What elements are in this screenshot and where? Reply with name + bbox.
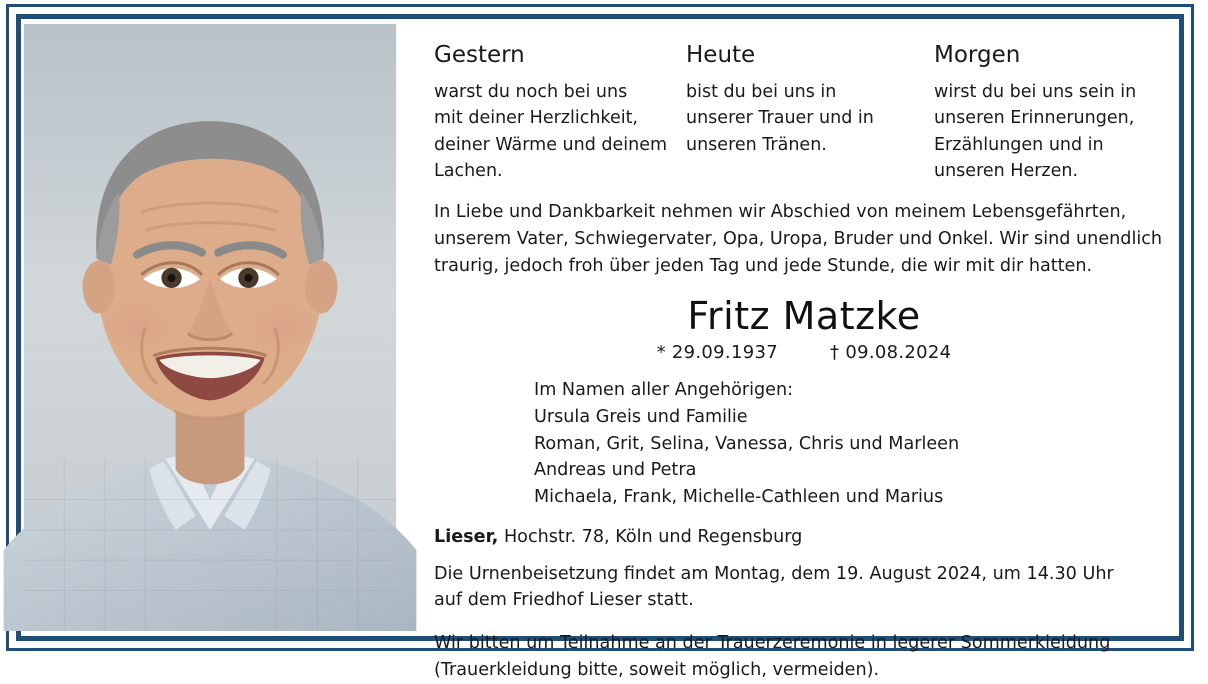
verse-line: warst du noch bei uns: [434, 81, 628, 102]
portrait-illustration: [26, 24, 394, 631]
address-line: [434, 527, 1194, 547]
text-column: [394, 24, 1208, 680]
verse-heute: [686, 42, 934, 185]
verse-line: bist du bei uns in: [686, 81, 837, 102]
verse-line: unseren Tränen.: [686, 134, 827, 155]
deceased-name-block: [434, 296, 1194, 363]
verse-title: Heute: [686, 42, 756, 68]
verse-line: unseren Erinnerungen,: [934, 108, 1135, 129]
verse-title: Gestern: [434, 42, 525, 68]
funeral-line: auf dem Friedhof Lieser statt.: [434, 590, 694, 611]
verse-line: unseren Herzen.: [934, 161, 1079, 182]
dress-code-request: [434, 630, 1194, 683]
family-member: Andreas und Petra: [534, 460, 697, 481]
funeral-details: [434, 561, 1194, 614]
verse-gestern: [434, 42, 686, 185]
verse-line: deiner Wärme und deinem: [434, 134, 668, 155]
verse-morgen: [934, 42, 1194, 185]
address-city: Lieser,: [434, 526, 499, 547]
request-line: (Trauerkleidung bitte, soweit möglich, vermeiden).: [434, 659, 880, 680]
deceased-name: Fritz Matzke: [687, 294, 921, 339]
dedication-line: unserem Vater, Schwiegervater, Opa, Uropa, Bruder und Onkel. Wir sind unendlich: [434, 229, 1163, 250]
family-member: Michaela, Frank, Michelle-Cathleen und Marius: [534, 486, 944, 507]
dedication-line: traurig, jedoch froh über jeden Tag und jede Stunde, die wir mit dir hatten.: [434, 256, 1093, 277]
verse-line: mit deiner Herzlichkeit,: [434, 108, 638, 129]
dedication-text: [434, 199, 1194, 280]
funeral-line: Die Urnenbeisetzung findet am Montag, dem 19. August 2024, um 14.30 Uhr: [434, 563, 1114, 584]
family-intro: Im Namen aller Angehörigen:: [534, 380, 794, 401]
notice-content: [26, 24, 1174, 680]
family-member: Ursula Greis und Familie: [534, 406, 748, 427]
family-block: [434, 377, 1194, 511]
portrait-photo: [26, 24, 394, 631]
life-dates: [434, 342, 1174, 363]
verse-line: Erzählungen und in: [934, 134, 1104, 155]
verse-line: Lachen.: [434, 161, 503, 182]
request-line: Wir bitten um Teilnahme an der Trauerzeremonie in legerer Sommerkleidung: [434, 633, 1111, 654]
dedication-line: In Liebe und Dankbarkeit nehmen wir Abschied von meinem Lebensgefährten,: [434, 201, 1127, 222]
death-date: † 09.08.2024: [830, 342, 952, 364]
family-member: Roman, Grit, Selina, Vanessa, Chris und Marleen: [534, 433, 960, 454]
verse-line: wirst du bei uns sein in: [934, 81, 1137, 102]
birth-date: * 29.09.1937: [656, 342, 778, 364]
verse-row: [434, 42, 1194, 185]
verse-title: Morgen: [934, 42, 1021, 68]
verse-line: unserer Trauer und in: [686, 108, 874, 129]
address-rest: Hochstr. 78, Köln und Regensburg: [498, 526, 803, 547]
